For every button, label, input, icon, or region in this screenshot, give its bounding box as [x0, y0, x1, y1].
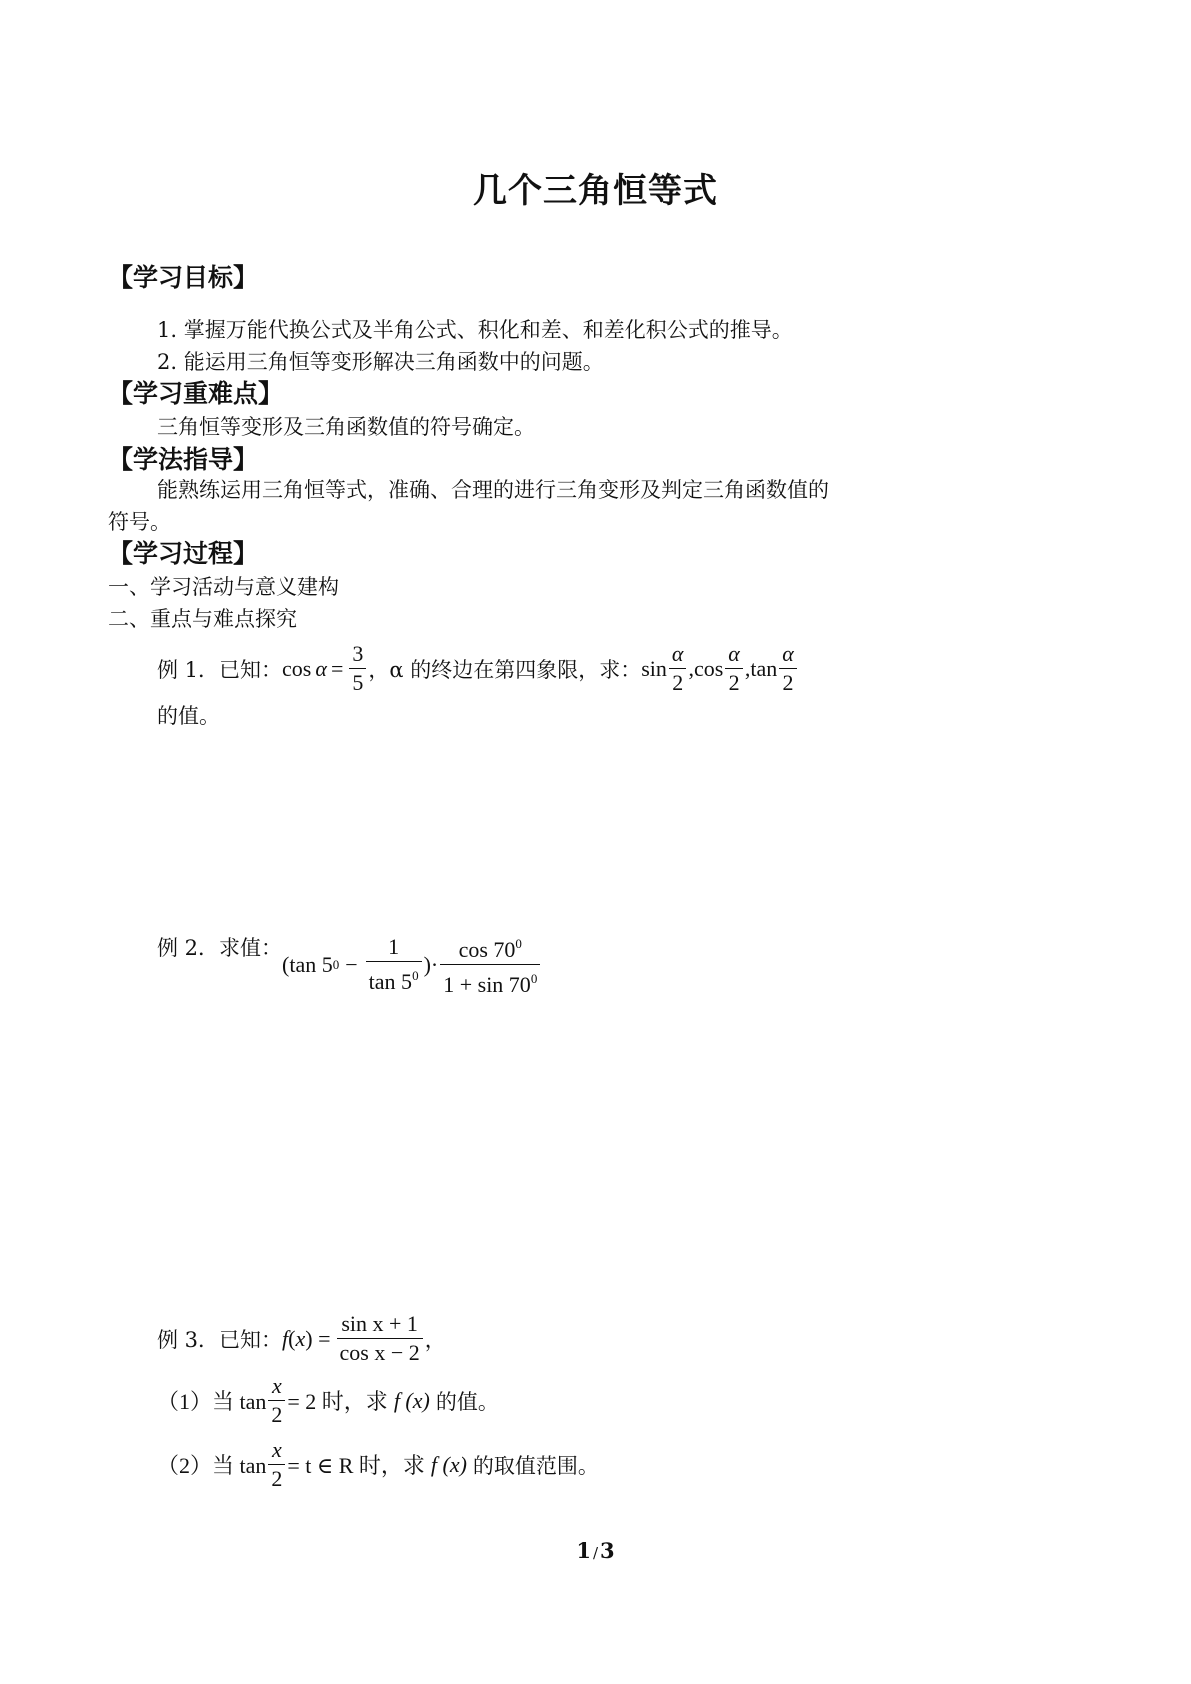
example-1-alpha: α — [315, 655, 327, 681]
page-separator: / — [592, 1544, 599, 1562]
example-3-fraction-den: cos x − 2 — [339, 1340, 420, 1365]
half-x-den: 2 — [271, 1466, 283, 1491]
question-2-half-x — [268, 1436, 285, 1493]
example-2-fraction-1-den — [366, 962, 422, 996]
example-1-sin: sin — [641, 655, 667, 681]
guidance-text-line2: 符号。 — [108, 510, 171, 534]
example-1-tail: 的值。 — [157, 704, 220, 728]
half-x-num: x — [268, 1436, 285, 1465]
process-heading: 【学习过程】 — [108, 539, 259, 568]
half-angle-den: 2 — [782, 670, 794, 695]
guidance-heading: 【学法指导】 — [108, 445, 259, 474]
question-2-fx: f (x) — [430, 1451, 467, 1477]
example-1-fraction-num: 3 — [349, 640, 366, 669]
example-3-question-1 — [157, 1372, 499, 1429]
example-2-fraction-1-num: 1 — [366, 933, 422, 962]
half-angle-den: 2 — [728, 670, 740, 695]
example-3-fraction-num: sin x + 1 — [337, 1310, 423, 1339]
key-points-text: 三角恒等变形及三角函数值的符号确定。 — [157, 415, 535, 439]
comma: , — [688, 655, 694, 681]
example-2-fraction-1 — [366, 933, 422, 996]
comma: , — [744, 655, 751, 681]
rparen-eq: ) = — [305, 1325, 331, 1351]
degree-mark: 0 — [332, 956, 340, 972]
half-x-den: 2 — [271, 1402, 283, 1427]
half-angle-num: α — [779, 640, 797, 669]
half-angle-den: 2 — [672, 670, 684, 695]
process-part-2: 二、重点与难点探究 — [108, 607, 297, 631]
example-2-fraction-2 — [440, 930, 540, 999]
question-1-prefix: （1）当 tan — [157, 1389, 267, 1414]
degree-mark: 0 — [412, 968, 419, 983]
current-page: 1 — [576, 1538, 591, 1563]
example-2-rparen-dot: )· — [423, 951, 439, 977]
objectives-heading: 【学习目标】 — [108, 263, 259, 292]
total-pages: 3 — [600, 1538, 615, 1563]
degree-mark: 0 — [515, 936, 522, 951]
question-2-prefix: （2）当 tan — [157, 1453, 267, 1478]
example-3-label: 例 3．已知： — [157, 1327, 283, 1352]
function-name: f — [282, 1325, 289, 1351]
lparen: ( — [288, 1325, 296, 1351]
den-text: tan 5 — [368, 969, 413, 994]
half-x-num: x — [268, 1372, 285, 1401]
question-2-mid: = t ∈ R 时，求 — [287, 1453, 425, 1478]
example-1-half-angle-3 — [779, 640, 797, 697]
key-points-heading: 【学习重难点】 — [108, 379, 284, 408]
objective-item-2: 2. 能运用三角恒等变形解决三角函数中的问题。 — [157, 350, 604, 374]
half-angle-num: α — [725, 640, 743, 669]
degree-mark: 0 — [530, 971, 538, 986]
example-3-fraction — [337, 1310, 423, 1367]
example-1-tan: tan — [750, 655, 778, 681]
question-1-half-x — [268, 1372, 285, 1429]
example-2-fraction-2-num — [440, 930, 540, 965]
example-1-half-angle-1 — [669, 640, 687, 697]
question-1-tail: 的值。 — [435, 1389, 499, 1414]
example-1-label: 例 1．已知： — [157, 657, 283, 682]
example-3-statement — [157, 1310, 446, 1367]
question-2-tail: 的取值范围。 — [472, 1453, 599, 1478]
half-angle-num: α — [669, 640, 687, 669]
objective-item-1: 1. 掌握万能代换公式及半角公式、积化和差、和差化积公式的推导。 — [157, 318, 793, 342]
example-1-statement — [157, 640, 799, 697]
example-2-lparen-tan: (tan 5 — [282, 951, 333, 977]
example-2-minus: − — [345, 951, 358, 977]
example-2-label: 例 2．求值： — [157, 935, 283, 960]
process-part-1: 一、学习活动与意义建构 — [108, 575, 339, 599]
example-1-eq: = — [330, 655, 344, 681]
variable-x: x — [295, 1325, 306, 1351]
den-text: 1 + sin 70 — [443, 972, 531, 997]
guidance-text-line1: 能熟练运用三角恒等式，准确、合理的进行三角变形及判定三角函数值的 — [157, 478, 829, 502]
example-1-mid: ，α 的终边在第四象限，求： — [368, 657, 642, 682]
page-title: 几个三角恒等式 — [473, 171, 718, 211]
page-number — [0, 1538, 1191, 1563]
example-2-statement — [157, 930, 542, 999]
comma: ， — [424, 1327, 446, 1352]
num-text: cos 70 — [458, 937, 516, 962]
example-1-fraction-den: 5 — [352, 670, 364, 695]
question-1-mid: = 2 时，求 — [287, 1389, 388, 1414]
example-1-cos: cos — [282, 655, 312, 681]
example-1-cos-2: cos — [693, 655, 724, 681]
example-1-half-angle-2 — [725, 640, 743, 697]
question-1-fx: f (x) — [393, 1387, 430, 1413]
example-3-question-2 — [157, 1436, 599, 1493]
example-1-fraction — [349, 640, 366, 697]
example-2-fraction-2-den — [440, 965, 540, 999]
